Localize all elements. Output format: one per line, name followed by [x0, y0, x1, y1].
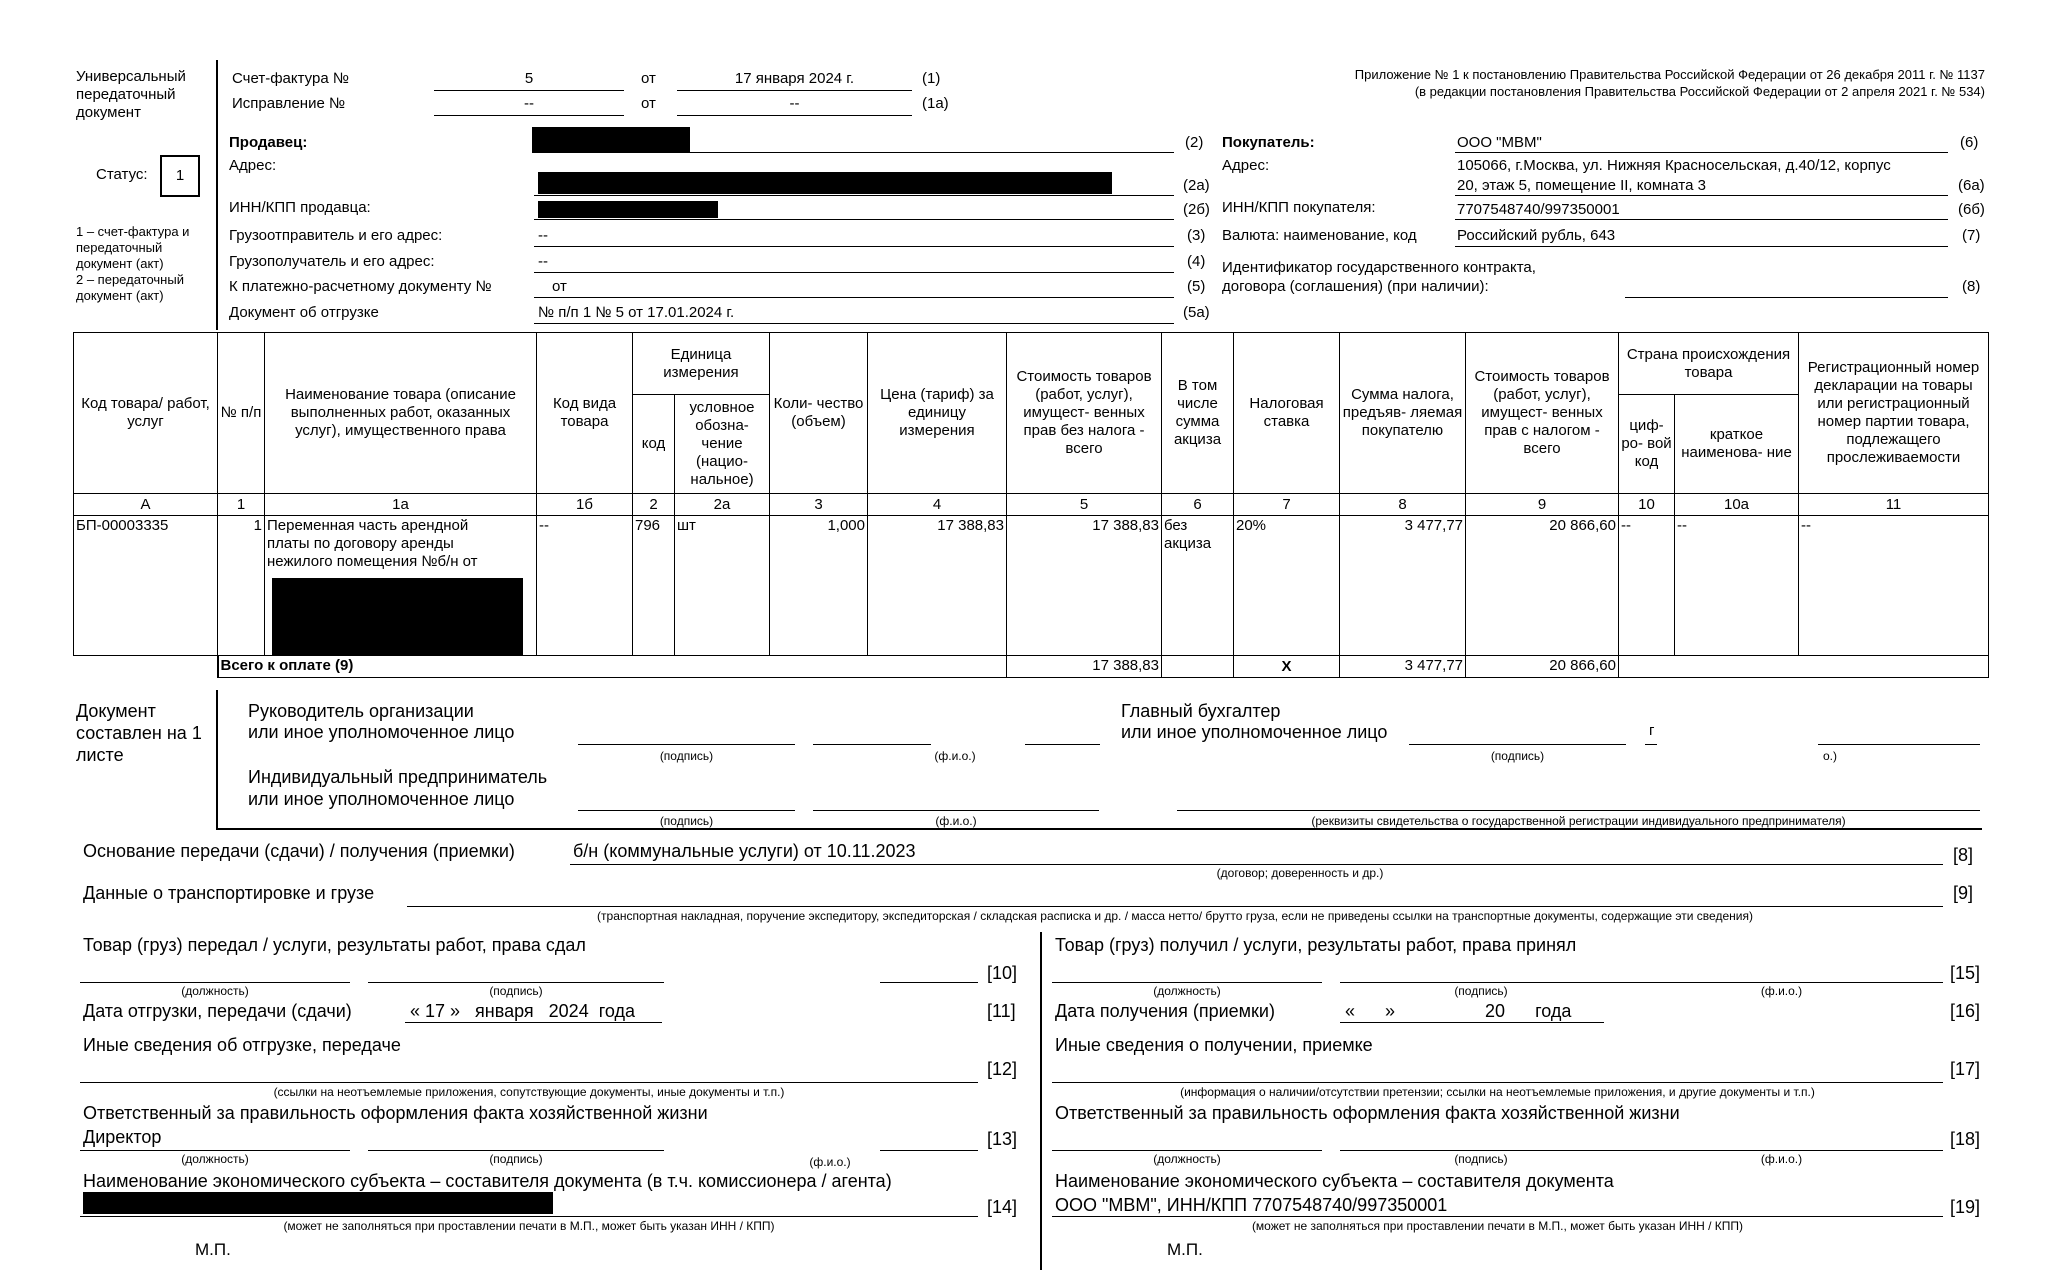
sign-divider — [216, 690, 218, 830]
col-number: 4 — [868, 494, 1007, 516]
col-number: 9 — [1466, 494, 1619, 516]
consignee-value: -- — [538, 253, 548, 270]
received-fio-caption: (ф.и.о.) — [1760, 984, 1803, 998]
consignee-code: (4) — [1187, 253, 1206, 270]
appendix-line2: (в редакции постановления Правительства Российской Федерации от 2 апреля 2021 г. № 534) — [1414, 84, 1985, 99]
buyer-name: ООО "МВМ" — [1457, 134, 1542, 151]
buyer-inn-code: (6б) — [1958, 201, 1985, 218]
basis-value: б/н (коммунальные услуги) от 10.11.2023 — [573, 841, 916, 861]
entity-right-label: Наименование экономического субъекта – составителя документа — [1055, 1171, 1614, 1191]
row-name-cell — [265, 516, 537, 656]
row-kind: -- — [537, 516, 633, 656]
buyer-title: Покупатель: — [1222, 134, 1315, 151]
ip-sign-caption: (подпись) — [659, 814, 714, 828]
invoice-ot: от — [641, 70, 656, 87]
transport-code: [9] — [1953, 883, 1974, 903]
row-cost: 17 388,83 — [1007, 516, 1162, 656]
invoice-code: (1) — [922, 70, 941, 87]
doc-type: Универсальный передаточный документ — [76, 68, 186, 121]
other-receive-code: [17] — [1950, 1059, 1981, 1079]
header-tax: Сумма налога, предъяв- ляемая покупателю — [1340, 333, 1466, 494]
ip-fio-caption: (ф.и.о.) — [935, 814, 977, 828]
ship-date-code: [11] — [987, 1001, 1016, 1021]
basis-code: [8] — [1953, 845, 1974, 865]
received-position-caption: (должность) — [1153, 984, 1221, 998]
total-excise: Х — [1234, 656, 1340, 678]
resp-right-label: Ответственный за правильность оформления факта хозяйственной жизни — [1055, 1103, 1680, 1123]
shipment-label: Документ об отгрузке — [229, 304, 379, 321]
head-label-1: Руководитель организации — [248, 701, 474, 721]
acc-label-1: Главный бухгалтер — [1121, 701, 1281, 721]
header-excise: В том числе сумма акциза — [1162, 333, 1234, 494]
ip-label-2: или иное уполномоченное лицо — [248, 789, 515, 809]
head-sign-caption: (подпись) — [659, 749, 714, 763]
acc-sign-caption: (подпись) — [1490, 749, 1545, 763]
fix-ot: от — [641, 95, 656, 112]
col-number: 1 — [218, 494, 265, 516]
col-number: 1а — [265, 494, 537, 516]
currency-code: (7) — [1962, 227, 1981, 244]
passed-label: Товар (груз) передал / услуги, результаты работ, права сдал — [83, 935, 586, 955]
buyer-inn-value: 7707548740/997350001 — [1457, 201, 1620, 218]
other-ship-caption: (ссылки на неотъемлемые приложения, сопутствующие документы, иные документы и т.п.) — [273, 1085, 785, 1099]
col-number: 3 — [770, 494, 868, 516]
shipper-label: Грузоотправитель и его адрес: — [229, 227, 443, 244]
seller-title-code: (2) — [1185, 134, 1204, 151]
status-note: 1 – счет-фактура и передаточный документ (акт) 2 – передаточный документ (акт) — [76, 224, 190, 303]
received-label: Товар (груз) получил / услуги, результаты работ, права принял — [1055, 935, 1577, 955]
doc-note: Документ составлен на 1 листе — [76, 701, 202, 765]
row-tax: 3 477,77 — [1340, 516, 1466, 656]
resp-left-label: Ответственный за правильность оформления факта хозяйственной жизни — [83, 1103, 708, 1123]
header-num: № п/п — [218, 333, 265, 494]
header-unit-code: код — [633, 395, 675, 494]
header-cost: Стоимость товаров (работ, услуг), имущест- венных прав без налога - всего — [1007, 333, 1162, 494]
transport-caption: (транспортная накладная, поручение экспедитору, экспедиторская / складская расписка и др. / масса нетто/ брутто груза, если не приведены ссылки на транспортные документы, содержащие эти сведения) — [597, 909, 1753, 923]
fix-number: -- — [524, 95, 534, 112]
header-country-name: краткое наименова- ние — [1675, 395, 1799, 494]
row-excise: без акциза — [1162, 516, 1234, 656]
fix-code: (1а) — [922, 95, 949, 112]
receive-date-value: « » 20 года — [1345, 1001, 1572, 1021]
consignee-label: Грузополучатель и его адрес: — [229, 253, 435, 270]
status-label: Статус: — [96, 166, 148, 183]
buyer-address-line2: 20, этаж 5, помещение II, комната 3 — [1457, 177, 1706, 194]
currency-label: Валюта: наименование, код — [1222, 227, 1417, 244]
resp-left-fio-caption: (ф.и.о.) — [809, 1155, 851, 1169]
col-number: А — [74, 494, 218, 516]
resp-right-position-caption: (должность) — [1153, 1152, 1221, 1166]
header-divider — [216, 60, 218, 330]
basis-caption: (договор; доверенность и др.) — [1216, 866, 1384, 880]
invoice-date: 17 января 2024 г. — [734, 70, 855, 87]
header-rate: Налоговая ставка — [1234, 333, 1340, 494]
header-price: Цена (тариф) за единицу измерения — [868, 333, 1007, 494]
payment-value: от — [552, 278, 567, 295]
fix-date: -- — [789, 95, 800, 112]
col-number: 1б — [537, 494, 633, 516]
col-number: 5 — [1007, 494, 1162, 516]
header-country: Страна происхождения товара — [1619, 333, 1799, 395]
other-receive-label: Иные сведения о получении, приемке — [1055, 1035, 1373, 1055]
resp-left-value: Директор — [83, 1127, 162, 1147]
seller-address-code: (2а) — [1183, 177, 1210, 194]
table-row — [74, 516, 1989, 656]
receive-date-code: [16] — [1950, 1001, 1981, 1021]
shipper-value: -- — [538, 227, 548, 244]
resp-right-fio-caption: (ф.и.о.) — [1760, 1152, 1803, 1166]
head-fio-caption: (ф.и.о.) — [934, 749, 976, 763]
row-unit-code: 796 — [633, 516, 675, 656]
mp-right: М.П. — [1167, 1240, 1203, 1259]
ship-date-label: Дата отгрузки, передачи (сдачи) — [83, 1001, 352, 1021]
ip-label-1: Индивидуальный предприниматель — [248, 767, 548, 787]
shipper-code: (3) — [1187, 227, 1206, 244]
header-qty: Коли- чество (объем) — [770, 333, 868, 494]
other-ship-code: [12] — [987, 1059, 1018, 1079]
payment-code: (5) — [1187, 278, 1206, 295]
invoice-number: 5 — [524, 70, 534, 87]
col-number: 10а — [1675, 494, 1799, 516]
header-code: Код товара/ работ, услуг — [74, 333, 218, 494]
row-code: БП-00003335 — [74, 516, 218, 656]
seller-inn-label: ИНН/КПП продавца: — [229, 199, 371, 216]
header-country-code: циф- ро- вой код — [1619, 395, 1675, 494]
buyer-name-code: (6) — [1960, 134, 1979, 151]
resp-left-code: [13] — [987, 1129, 1018, 1149]
total-label: Всего к оплате (9) — [218, 656, 1007, 678]
acc-mark: г — [1649, 722, 1655, 739]
entity-right-value: ООО "МВМ", ИНН/КПП 7707548740/997350001 — [1055, 1195, 1448, 1215]
buyer-inn-label: ИНН/КПП покупателя: — [1222, 199, 1376, 216]
ip-requisites-caption: (реквизиты свидетельства о государственной регистрации индивидуального предпринимателя) — [1311, 814, 1846, 828]
col-number: 2а — [675, 494, 770, 516]
row-country-name: -- — [1675, 516, 1799, 656]
row-decl: -- — [1799, 516, 1989, 656]
acc-fio-caption: о.) — [1822, 749, 1837, 763]
passed-code: [10] — [987, 963, 1018, 983]
buyer-address-code: (6а) — [1958, 177, 1985, 194]
passed-sign-caption: (подпись) — [489, 984, 543, 998]
col-number: 11 — [1799, 494, 1989, 516]
redaction — [538, 201, 718, 218]
invoice-label: Счет-фактура № — [232, 70, 349, 87]
shipment-value: № п/п 1 № 5 от 17.01.2024 г. — [538, 304, 735, 321]
status-box: 1 — [160, 155, 200, 197]
currency-value: Российский рубль, 643 — [1457, 227, 1616, 244]
col-number: 10 — [1619, 494, 1675, 516]
entity-left-label: Наименование экономического субъекта – составителя документа (в т.ч. комиссионера / агента) — [83, 1171, 892, 1191]
payment-label: К платежно-расчетному документу № — [229, 278, 492, 295]
resp-left-position-caption: (должность) — [181, 1152, 249, 1166]
other-ship-label: Иные сведения об отгрузке, передаче — [83, 1035, 401, 1055]
entity-right-code: [19] — [1950, 1197, 1981, 1217]
header-decl: Регистрационный номер декларации на товары или регистрационный номер партии товара, подлежащего прослеживаемости — [1799, 333, 1989, 494]
contract-label-1: Идентификатор государственного контракта, — [1222, 259, 1536, 276]
buyer-address-line1: 105066, г.Москва, ул. Нижняя Красносельская, д.40/12, корпус — [1457, 157, 1891, 174]
redaction — [538, 172, 1112, 194]
seller-address-label: Адрес: — [229, 157, 277, 174]
receive-date-label: Дата получения (приемки) — [1055, 1001, 1275, 1021]
col-number: 2 — [633, 494, 675, 516]
seller-inn-code: (2б) — [1183, 201, 1210, 218]
entity-left-caption: (может не заполняться при проставлении печати в М.П., может быть указан ИНН / КПП) — [283, 1219, 775, 1233]
basis-label: Основание передачи (сдачи) / получения (приемки) — [83, 841, 515, 861]
total-tax: 3 477,77 — [1340, 656, 1466, 678]
header-name: Наименование товара (описание выполненных работ, оказанных услуг), имущественного права — [265, 333, 537, 494]
total-cost: 17 388,83 — [1007, 656, 1162, 678]
row-qty: 1,000 — [770, 516, 868, 656]
received-sign-caption: (подпись) — [1454, 984, 1508, 998]
row-price: 17 388,83 — [868, 516, 1007, 656]
shipment-code: (5а) — [1183, 304, 1210, 321]
redaction — [272, 578, 523, 655]
resp-left-sign-caption: (подпись) — [489, 1152, 543, 1166]
row-country-code: -- — [1619, 516, 1675, 656]
appendix-line1: Приложение № 1 к постановлению Правительства Российской Федерации от 26 декабря 2011 г. № 1137 — [1354, 67, 1985, 82]
header-unit: Единица измерения — [633, 333, 770, 395]
col-number: 6 — [1162, 494, 1234, 516]
row-rate: 20% — [1234, 516, 1340, 656]
col-number: 7 — [1234, 494, 1340, 516]
transport-label: Данные о транспортировке и грузе — [83, 883, 375, 903]
other-receive-caption: (информация о наличии/отсутствии претензии; ссылки на неотъемлемые приложения, и другие документы и т.п.) — [1180, 1085, 1815, 1099]
col-number: 8 — [1340, 494, 1466, 516]
seller-title: Продавец: — [229, 134, 308, 151]
middle-divider — [1040, 932, 1042, 1270]
row-unit-name: шт — [675, 516, 770, 656]
header-cost-tax: Стоимость товаров (работ, услуг), имущест- венных прав с налогом - всего — [1466, 333, 1619, 494]
contract-code: (8) — [1962, 278, 1981, 295]
contract-label-2: договора (соглашения) (при наличии): — [1222, 278, 1489, 295]
redaction — [532, 127, 690, 153]
row-cost-tax: 20 866,60 — [1466, 516, 1619, 656]
redaction — [83, 1192, 553, 1214]
entity-right-caption: (может не заполняться при проставлении печати в М.П., может быть указан ИНН / КПП) — [1251, 1219, 1744, 1233]
row-name: Переменная часть арендной платы по договору аренды нежилого помещения №б/н от — [267, 517, 478, 570]
head-label-2: или иное уполномоченное лицо — [248, 722, 515, 742]
goods-table — [73, 332, 1989, 678]
resp-right-sign-caption: (подпись) — [1454, 1152, 1508, 1166]
mp-left: М.П. — [195, 1240, 231, 1259]
entity-left-code: [14] — [987, 1197, 1018, 1217]
row-num: 1 — [218, 516, 265, 656]
fix-label: Исправление № — [232, 95, 346, 112]
received-code: [15] — [1950, 963, 1981, 983]
resp-right-code: [18] — [1950, 1129, 1981, 1149]
ship-date-value: « 17 » января 2024 года — [410, 1001, 636, 1021]
passed-position-caption: (должность) — [181, 984, 249, 998]
header-kind: Код вида товара — [537, 333, 633, 494]
buyer-address-label: Адрес: — [1222, 157, 1270, 174]
header-unit-name: условное обозна- чение (нацио- нальное) — [675, 395, 770, 494]
total-cost-tax: 20 866,60 — [1466, 656, 1619, 678]
acc-label-2: или иное уполномоченное лицо — [1121, 722, 1388, 742]
